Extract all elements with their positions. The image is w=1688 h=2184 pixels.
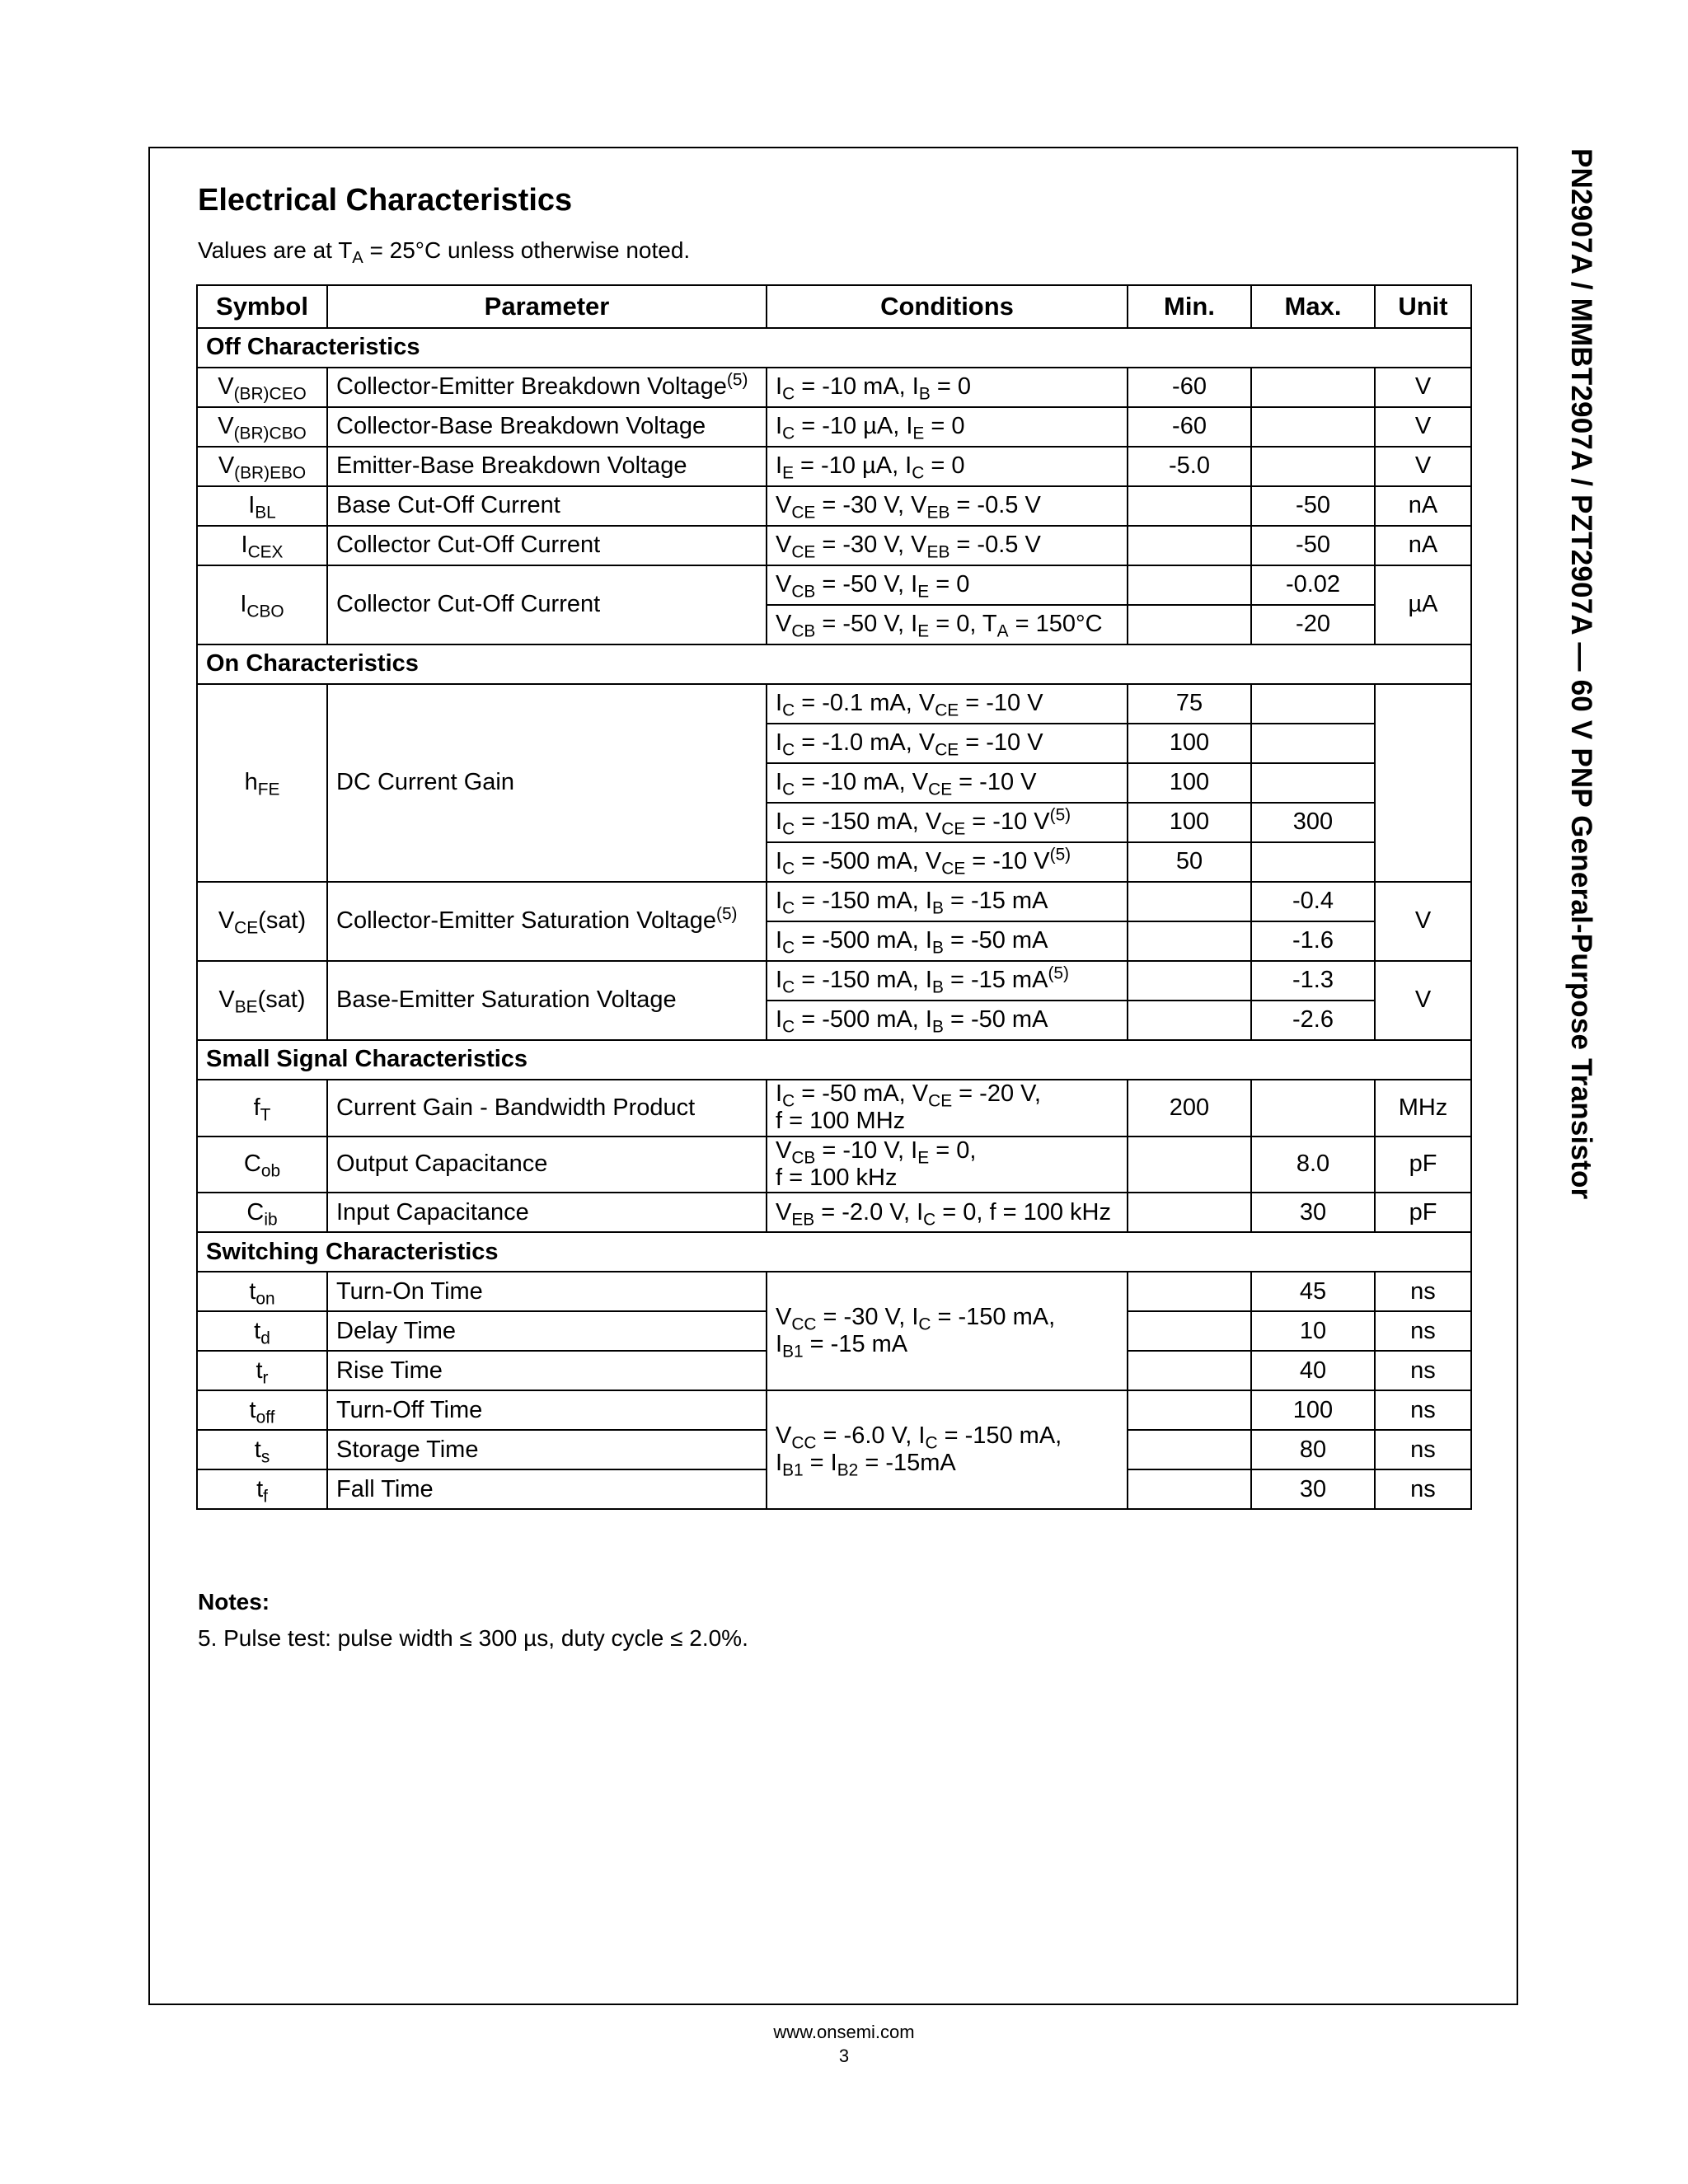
table-row bbox=[197, 961, 1471, 1001]
symbol-cell: $V_{(BR)EBO}$ bbox=[197, 447, 327, 486]
symbol-cell: $I_{BL}$ bbox=[197, 486, 327, 526]
symbol-cell: $t_s$ bbox=[197, 1430, 327, 1469]
conditions-cell: $I_C = -150$ mA, $V_{CE} = -10$ $V^{(5)}$ bbox=[767, 803, 1128, 842]
min-cell bbox=[1128, 1001, 1251, 1040]
min-cell bbox=[1128, 565, 1251, 605]
unit-cell: ns bbox=[1375, 1272, 1471, 1311]
conditions-cell: $I_C = -1.0$ mA, $V_{CE} = -10$ V bbox=[767, 724, 1128, 763]
unit-cell: pF bbox=[1375, 1137, 1471, 1193]
min-cell bbox=[1128, 1351, 1251, 1390]
max-cell: 45 bbox=[1251, 1272, 1375, 1311]
max-cell: 40 bbox=[1251, 1351, 1375, 1390]
min-cell bbox=[1128, 1137, 1251, 1193]
unit-cell: ns bbox=[1375, 1469, 1471, 1509]
symbol-cell: $t_d$ bbox=[197, 1311, 327, 1351]
max-cell: 30 bbox=[1251, 1193, 1375, 1232]
min-cell: -5.0 bbox=[1128, 447, 1251, 486]
unit-cell bbox=[1375, 684, 1471, 882]
conditions-cell: $I_C = -150$ mA, $I_B = -15$ mA bbox=[767, 882, 1128, 921]
header-symbol: Symbol bbox=[197, 285, 327, 328]
min-cell bbox=[1128, 1390, 1251, 1430]
conditions-cell: $I_C = -500$ mA, $I_B = -50$ mA bbox=[767, 1001, 1128, 1040]
electrical-characteristics-table bbox=[196, 284, 1472, 1510]
max-cell: -1.6 bbox=[1251, 921, 1375, 961]
table-row bbox=[197, 407, 1471, 447]
unit-cell: MHz bbox=[1375, 1080, 1471, 1137]
symbol-cell: $t_{off}$ bbox=[197, 1390, 327, 1430]
conditions-cell: $V_{CC} = -6.0$ V, $I_C = -150$ mA, $I_{B1} = I_{B2} = -15mA$ bbox=[767, 1390, 1128, 1509]
parameter-cell: Rise Time bbox=[327, 1351, 767, 1390]
section-title: Electrical Characteristics bbox=[198, 183, 573, 218]
min-cell bbox=[1128, 526, 1251, 565]
min-cell bbox=[1128, 1193, 1251, 1232]
section-on: On Characteristics bbox=[197, 644, 1471, 684]
min-cell bbox=[1128, 1272, 1251, 1311]
symbol-cell: $t_r$ bbox=[197, 1351, 327, 1390]
min-cell bbox=[1128, 605, 1251, 644]
header-unit: Unit bbox=[1375, 285, 1471, 328]
min-cell: 100 bbox=[1128, 724, 1251, 763]
symbol-cell: $t_{on}$ bbox=[197, 1272, 327, 1311]
header-parameter: Parameter bbox=[327, 285, 767, 328]
min-cell bbox=[1128, 961, 1251, 1001]
min-cell bbox=[1128, 1469, 1251, 1509]
table-row bbox=[197, 368, 1471, 407]
conditions-cell: $I_C = -0.1$ mA, $V_{CE} = -10$ V bbox=[767, 684, 1128, 724]
conditions-cell: $I_C = -500$ mA, $V_{CE} = -10$ $V^{(5)}$ bbox=[767, 842, 1128, 882]
symbol-cell: $I_{CBO}$ bbox=[197, 565, 327, 644]
min-cell bbox=[1128, 1311, 1251, 1351]
unit-cell: V bbox=[1375, 882, 1471, 961]
parameter-cell: Storage Time bbox=[327, 1430, 767, 1469]
min-cell bbox=[1128, 921, 1251, 961]
conditions-cell: $I_C = -10$ µA, $I_E = 0$ bbox=[767, 407, 1128, 447]
page-number: 3 bbox=[838, 2046, 850, 2066]
conditions-note: Values are at $T_A = 25^\circ C$ unless otherwise noted. bbox=[198, 237, 691, 268]
symbol-cell: $V_{(BR)CBO}$ bbox=[197, 407, 327, 447]
max-cell bbox=[1251, 684, 1375, 724]
parameter-cell: Base Cut-Off Current bbox=[327, 486, 767, 526]
table-row bbox=[197, 1137, 1471, 1193]
symbol-cell: $V_{(BR)CEO}$ bbox=[197, 368, 327, 407]
table-row bbox=[197, 1193, 1471, 1232]
min-cell: -60 bbox=[1128, 368, 1251, 407]
min-cell: 75 bbox=[1128, 684, 1251, 724]
parameter-cell: Input Capacitance bbox=[327, 1193, 767, 1232]
max-cell: 10 bbox=[1251, 1311, 1375, 1351]
max-cell: -2.6 bbox=[1251, 1001, 1375, 1040]
unit-cell: V bbox=[1375, 961, 1471, 1040]
section-off: Off Characteristics bbox=[197, 328, 1471, 368]
max-cell: 100 bbox=[1251, 1390, 1375, 1430]
min-cell: -60 bbox=[1128, 407, 1251, 447]
conditions-cell: $I_C = -500$ mA, $I_B = -50$ mA bbox=[767, 921, 1128, 961]
max-cell: 300 bbox=[1251, 803, 1375, 842]
symbol-cell: $C_{ib}$ bbox=[197, 1193, 327, 1232]
unit-cell: ns bbox=[1375, 1390, 1471, 1430]
unit-cell: µA bbox=[1375, 565, 1471, 644]
max-cell bbox=[1251, 407, 1375, 447]
parameter-cell: Collector-Emitter Breakdown Voltage$^{(5)}$ bbox=[327, 368, 767, 407]
max-cell: -20 bbox=[1251, 605, 1375, 644]
side-title: PN2907A / MMBT2907A / PZT2907A — 60 V PNP General-Purpose Transistor bbox=[1565, 148, 1597, 1200]
table-row bbox=[197, 684, 1471, 724]
parameter-cell: Collector Cut-Off Current bbox=[327, 565, 767, 644]
min-cell bbox=[1128, 486, 1251, 526]
header-conditions: Conditions bbox=[767, 285, 1128, 328]
symbol-cell: $C_{ob}$ bbox=[197, 1137, 327, 1193]
table-row bbox=[197, 565, 1471, 605]
table-header-row bbox=[197, 285, 1471, 328]
max-cell: 30 bbox=[1251, 1469, 1375, 1509]
max-cell bbox=[1251, 842, 1375, 882]
notes-title: Notes: bbox=[198, 1589, 270, 1615]
unit-cell: ns bbox=[1375, 1311, 1471, 1351]
conditions-cell: $V_{CB} = -10$ V, $I_E = 0$, f = 100 kHz bbox=[767, 1137, 1128, 1193]
symbol-cell: $V_{BE}(sat)$ bbox=[197, 961, 327, 1040]
max-cell: -50 bbox=[1251, 526, 1375, 565]
symbol-cell: $f_T$ bbox=[197, 1080, 327, 1137]
max-cell: -0.4 bbox=[1251, 882, 1375, 921]
parameter-cell: Turn-On Time bbox=[327, 1272, 767, 1311]
conditions-cell: $I_C = -150$ mA, $I_B = -15$ $mA^{(5)}$ bbox=[767, 961, 1128, 1001]
section-small-signal: Small Signal Characteristics bbox=[197, 1040, 1471, 1080]
max-cell bbox=[1251, 447, 1375, 486]
conditions-cell: $I_C = -50$ mA, $V_{CE} = -20$ V, f = 100 MHz bbox=[767, 1080, 1128, 1137]
parameter-cell: Base-Emitter Saturation Voltage bbox=[327, 961, 767, 1040]
unit-cell: nA bbox=[1375, 526, 1471, 565]
symbol-cell: $V_{CE}(sat)$ bbox=[197, 882, 327, 961]
conditions-cell: $I_C = -10$ mA, $I_B = 0$ bbox=[767, 368, 1128, 407]
parameter-cell: Current Gain - Bandwidth Product bbox=[327, 1080, 767, 1137]
table-row bbox=[197, 1080, 1471, 1137]
table-row bbox=[197, 447, 1471, 486]
conditions-cell: $V_{CE} = -30$ V, $V_{EB} = -0.5$ V bbox=[767, 486, 1128, 526]
unit-cell: pF bbox=[1375, 1193, 1471, 1232]
max-cell bbox=[1251, 368, 1375, 407]
conditions-cell: $V_{CC} = -30$ V, $I_C = -150$ mA, $I_{B1} = -15$ mA bbox=[767, 1272, 1128, 1390]
parameter-cell: Collector Cut-Off Current bbox=[327, 526, 767, 565]
max-cell: 80 bbox=[1251, 1430, 1375, 1469]
table-row bbox=[197, 526, 1471, 565]
max-cell bbox=[1251, 724, 1375, 763]
parameter-cell: Collector-Emitter Saturation Voltage$^{(5)}$ bbox=[327, 882, 767, 961]
unit-cell: V bbox=[1375, 407, 1471, 447]
max-cell: -50 bbox=[1251, 486, 1375, 526]
min-cell: 50 bbox=[1128, 842, 1251, 882]
parameter-cell: Collector-Base Breakdown Voltage bbox=[327, 407, 767, 447]
min-cell: 200 bbox=[1128, 1080, 1251, 1137]
conditions-cell: $I_E = -10$ µA, $I_C = 0$ bbox=[767, 447, 1128, 486]
conditions-cell: $V_{CB} = -50$ V, $I_E = 0$ bbox=[767, 565, 1128, 605]
note-5: 5. Pulse test: pulse width ≤ 300 µs, duty cycle ≤ 2.0%. bbox=[198, 1625, 748, 1651]
table-row bbox=[197, 1390, 1471, 1430]
conditions-cell: $I_C = -10$ mA, $V_{CE} = -10$ V bbox=[767, 763, 1128, 803]
max-cell bbox=[1251, 763, 1375, 803]
unit-cell: V bbox=[1375, 368, 1471, 407]
parameter-cell: Turn-Off Time bbox=[327, 1390, 767, 1430]
min-cell bbox=[1128, 882, 1251, 921]
symbol-cell: $t_f$ bbox=[197, 1469, 327, 1509]
section-switching: Switching Characteristics bbox=[197, 1232, 1471, 1272]
max-cell: -1.3 bbox=[1251, 961, 1375, 1001]
min-cell: 100 bbox=[1128, 803, 1251, 842]
table-row bbox=[197, 1272, 1471, 1311]
parameter-cell: Delay Time bbox=[327, 1311, 767, 1351]
conditions-cell: $V_{CB} = -50$ V, $I_E = 0$, $T_A = 150^\circ C$ bbox=[767, 605, 1128, 644]
parameter-cell: Output Capacitance bbox=[327, 1137, 767, 1193]
conditions-cell: $V_{EB} = -2.0$ V, $I_C = 0$, f = 100 kHz bbox=[767, 1193, 1128, 1232]
min-cell bbox=[1128, 1430, 1251, 1469]
max-cell: -0.02 bbox=[1251, 565, 1375, 605]
conditions-cell: $V_{CE} = -30$ V, $V_{EB} = -0.5$ V bbox=[767, 526, 1128, 565]
unit-cell: V bbox=[1375, 447, 1471, 486]
unit-cell: ns bbox=[1375, 1351, 1471, 1390]
footer-url[interactable]: www.onsemi.com bbox=[773, 2022, 915, 2042]
min-cell: 100 bbox=[1128, 763, 1251, 803]
table-row bbox=[197, 882, 1471, 921]
header-max: Max. bbox=[1251, 285, 1375, 328]
parameter-cell: Emitter-Base Breakdown Voltage bbox=[327, 447, 767, 486]
parameter-cell: DC Current Gain bbox=[327, 684, 767, 882]
max-cell: 8.0 bbox=[1251, 1137, 1375, 1193]
unit-cell: nA bbox=[1375, 486, 1471, 526]
table-row bbox=[197, 486, 1471, 526]
symbol-cell: $I_{CEX}$ bbox=[197, 526, 327, 565]
header-min: Min. bbox=[1128, 285, 1251, 328]
max-cell bbox=[1251, 1080, 1375, 1137]
parameter-cell: Fall Time bbox=[327, 1469, 767, 1509]
unit-cell: ns bbox=[1375, 1430, 1471, 1469]
symbol-cell: $h_{FE}$ bbox=[197, 684, 327, 882]
